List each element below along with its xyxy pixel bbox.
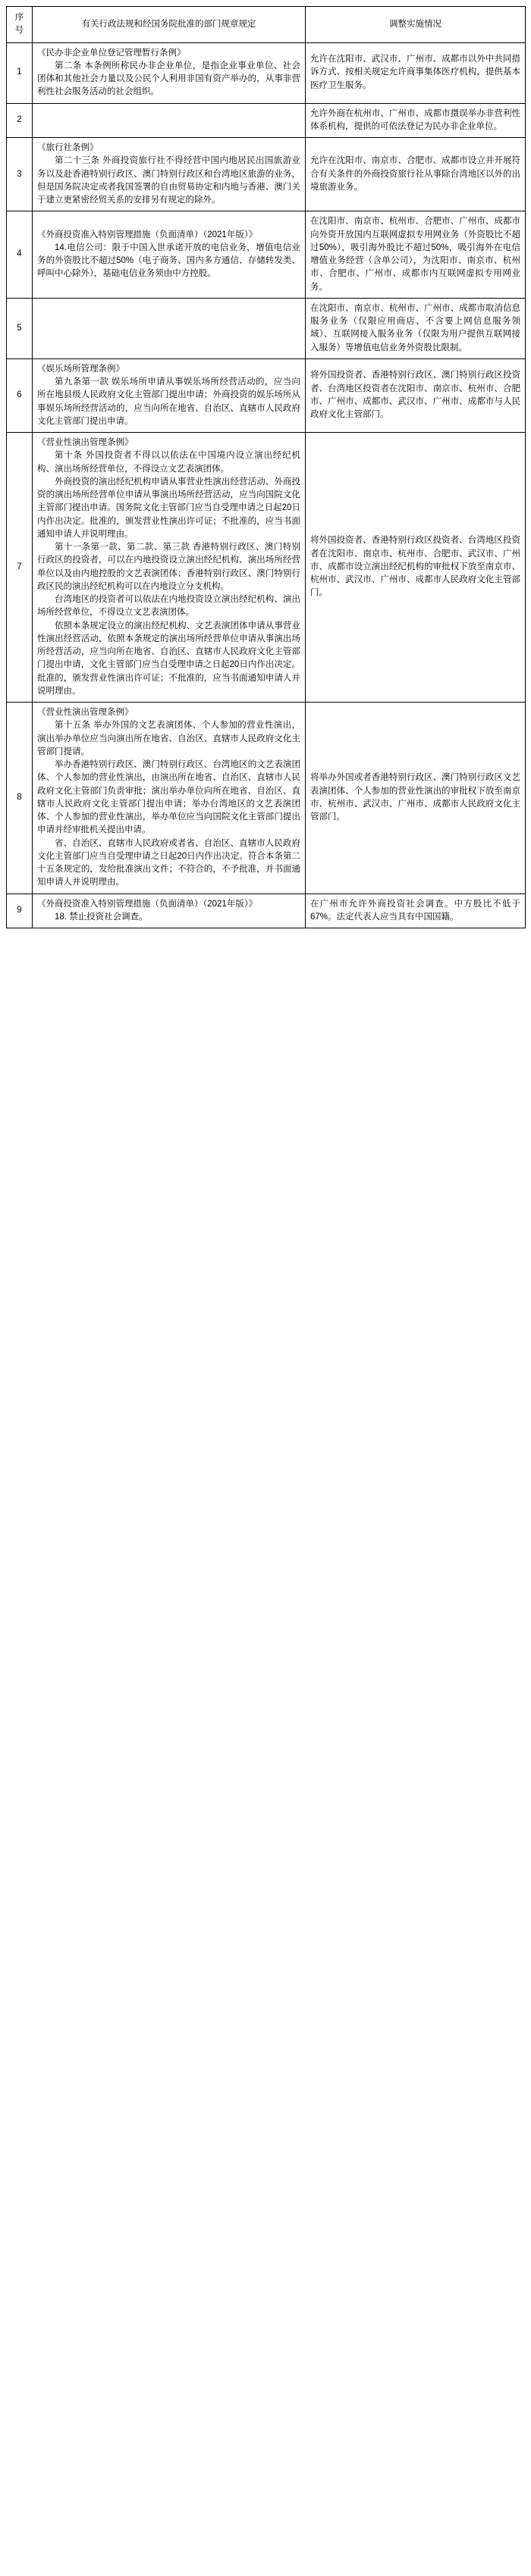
impl-paragraph: 在沈阳市、南京市、杭州市、广州市、成都市取消信息服务业务（仅限应用商店、不含要上网信息服务领域）、互联网接入服务业务（仅限为用户提供互联网接入服务）等增值电信业务外资股比限制。 [310,303,520,352]
table-row [7,138,526,211]
table-row [7,42,526,103]
row-number: 7 [7,433,33,703]
rule-text [33,42,306,103]
rule-paragraph: 第九条第一款 娱乐场所申请从事娱乐场所经营活动的，应当向所在地县级人民政府文化主管部门提出申请；外商投资的娱乐场所从事娱乐场所经营活动的，应当向所在地省、自治区、直辖市人民政府文化主管部门提出申请。 [37,377,300,426]
table-row [7,211,526,299]
row-number: 6 [7,358,33,432]
rule-paragraph: 《营业性演出管理条例》 [37,438,134,447]
impl-text [306,358,526,432]
table-row [7,298,526,358]
rule-text [33,433,306,703]
table-body [7,42,526,928]
row-number: 3 [7,138,33,211]
rule-paragraph: 14.电信公司：限于中国入世承诺开放的电信业务，增值电信业务的外资股比不超过50%（电子商务、国内多方通信、存储转发类、呼叫中心除外），基础电信业务须由中方控股。 [37,243,300,279]
document-page [0,0,531,936]
rule-paragraph: 第十条 外国投资者不得以以依法在中国境内设立演出经纪机构、演出场所经营单位，不得设立文艺表演团体。 [37,451,300,474]
row-number: 4 [7,211,33,299]
table-row [7,703,526,894]
rule-text [33,298,306,358]
column-header-impl: 调整实施情况 [306,7,526,43]
rule-text [33,894,306,928]
rule-paragraph: 《娱乐场所管理条例》 [37,364,124,374]
rule-text [33,211,306,299]
impl-paragraph: 在沈阳市、南京市、杭州市、合肥市、广州市、成都市向外资开放国内互联网虚拟专用网业务（外资股比不超过50%），吸引海外股比不超过50%，吸引海外在电信增值业务经营（含单公司），为沈阳市、南京市、杭州市、合肥市、广州市、成都市内互联网虚拟专用网业务。 [310,217,520,292]
rule-paragraph: 《旅行社条例》 [37,143,99,152]
row-number: 5 [7,298,33,358]
impl-text [306,298,526,358]
row-number: 2 [7,103,33,138]
rule-paragraph: 第二条 本条例所称民办非企业单位，是指企业事业单位、社会团体和其他社会力量以及公民个人利用非国有资产举办的，从事非营利性社会服务活动的社会组织。 [37,61,300,97]
impl-paragraph: 允许在沈阳市、武汉市、广州市、成都市以外中共同措诉方式、按相关规定允许商事集体医疗机构，提供基本医疗卫生服务。 [310,55,520,90]
rule-paragraph: 省、自治区、直辖市人民政府或者省、自治区、直辖市人民政府文化主管部门应当自受理申请之日起20日内作出决定。符合本条第二十五条规定的，发给批准演出文件；不符合的，不予批准，并书面通知申请人并说明理由。 [37,838,300,887]
rule-paragraph: 《营业性演出管理条例》 [37,708,134,717]
impl-paragraph: 将举办外国或者香港特别行政区、澳门特别行政区文艺表演团体、个人参加的营业性演出的审批权下放至南京市、杭州市、武汉市、广州市、成都市人民政府文化主管部门。 [310,773,520,822]
impl-text [306,103,526,138]
rule-paragraph: 第十五条 举办外国的文艺表演团体、个人参加的营业性演出，演出举办单位应当向演出所在地省、自治区、直辖市人民政府文化主管部门提请。 [37,721,300,756]
rule-paragraph: 第十一条第一款、第二款、第三款 香港特别行政区、澳门特别行政区的投资者，可以在内地投资设立演出经纪机构、演出场所经营单位以及由内地控股的文艺表演团体；香港特别行政区、澳门特别行政区民的演出经纪机构可以在内地设立分支机构。 [37,543,300,591]
row-number: 8 [7,703,33,894]
impl-text [306,703,526,894]
impl-paragraph: 将外国投资者、香港特别行政区投资者、台湾地区投资者在沈阳市、南京市、杭州市、合肥市、武汉市、广州市、成都市设立演出经纪机构的审批权下放至南京市、杭州市、武汉市、广州市、成都市人民政府文化主管部门。 [310,536,520,598]
impl-text [306,42,526,103]
impl-text [306,433,526,703]
column-header-rule: 有关行政法规和经国务院批准的部门规章规定 [33,7,306,43]
regulation-adjustment-table [6,6,526,928]
rule-text [33,358,306,432]
impl-text [306,894,526,928]
rule-paragraph: 《外商投资准入特别管理措施（负面清单）（2021年版）》 [37,230,258,239]
table-row [7,358,526,432]
impl-paragraph: 在广州市允许外商投资社会调查。中方股比不低于67%。法定代表人应当具有中国国籍。 [310,899,520,922]
impl-paragraph: 允许在沈阳市、南京市、合肥市、成都市设立并开展符合有关条件的外商投资旅行社从事除台湾地区以外的出境旅游业务。 [310,156,520,192]
impl-paragraph: 将外国投资者、香港特别行政区、澳门特别行政区投资者、台湾地区投资者在沈阳市、南京市、杭州市、合肥市、广州市、成都市、武汉市、广州市、成都市与人民政府文化主管部门。 [310,371,520,420]
table-row [7,433,526,703]
table-row [7,103,526,138]
row-number: 1 [7,42,33,103]
table-row [7,894,526,928]
rule-paragraph: 外商投资的演出经纪机构申请从事营业性演出经营活动、外商投资的演出场所经营单位申请从事演出场所经营活动，应当向国院文化主管部门提出申请。国务院文化主管部门应当自受理申请之日起20日内作出决定。批准的，颁发营业性演出许可证；不批准的，应当书面通知申请人并说明理由。 [37,477,300,539]
rule-paragraph: 依照本条规定设立的演出经纪机构、文艺表演团体申请从事营业性演出经营活动，依照本条规定的演出场所经营单位申请从事演出场所经营活动，应当向所在地省、自治区、直辖市人民政府文化主管部门提出申请，文化主管部门应当自受理申请之日起20日内作出决定。批准的，颁发营业性演出许可证；不批准的，应当书面通知申请人并说明理由。 [37,621,300,696]
rule-paragraph: 《民办非企业单位登记管理暂行条例》 [37,48,186,58]
row-number: 9 [7,894,33,928]
impl-text [306,138,526,211]
rule-paragraph: 《外商投资准入特别管理措施（负面清单）（2021年版）》 [37,899,258,909]
rule-paragraph: 18. 禁止投资社会调查。 [55,912,148,922]
rule-text [33,138,306,211]
impl-text [306,211,526,299]
rule-paragraph: 第二十三条 外商投资旅行社不得经营中国内地居民出国旅游业务以及赴香港特别行政区、澳门特别行政区和台湾地区旅游的业务，但是国务院决定或者我国签署的自由贸易协定和内地与香港、澳门关于建立更紧密经贸关系的安排另有规定的除外。 [37,156,300,205]
table-header-row [7,7,526,43]
column-header-no: 序号 [7,7,33,43]
rule-text [33,103,306,138]
rule-paragraph: 台湾地区的投资者可以依法在内地投资设立演出经纪机构、演出场所经营单位，不得设立文艺表演团体。 [37,595,300,618]
rule-text [33,703,306,894]
rule-paragraph: 举办香港特别行政区、澳门特别行政区、台湾地区的文艺表演团体、个人参加的营业性演出，由演出所在地省、自治区、直辖市人民政府文化主管部门负责审批；演出举办单位向所在地省、自治区、直辖市人民政府文化主管部门提出申请；举办台湾地区的文艺表演团体、个人参加的营业性演出，举办单位应当向国院文化主管部门提出申请并经审批机关提出申请。 [37,760,300,835]
impl-paragraph: 允许外商在杭州市、广州市、成都市摄误举办非营利性体系机构，提供的可依法登记为民办非企业单位。 [310,108,520,131]
